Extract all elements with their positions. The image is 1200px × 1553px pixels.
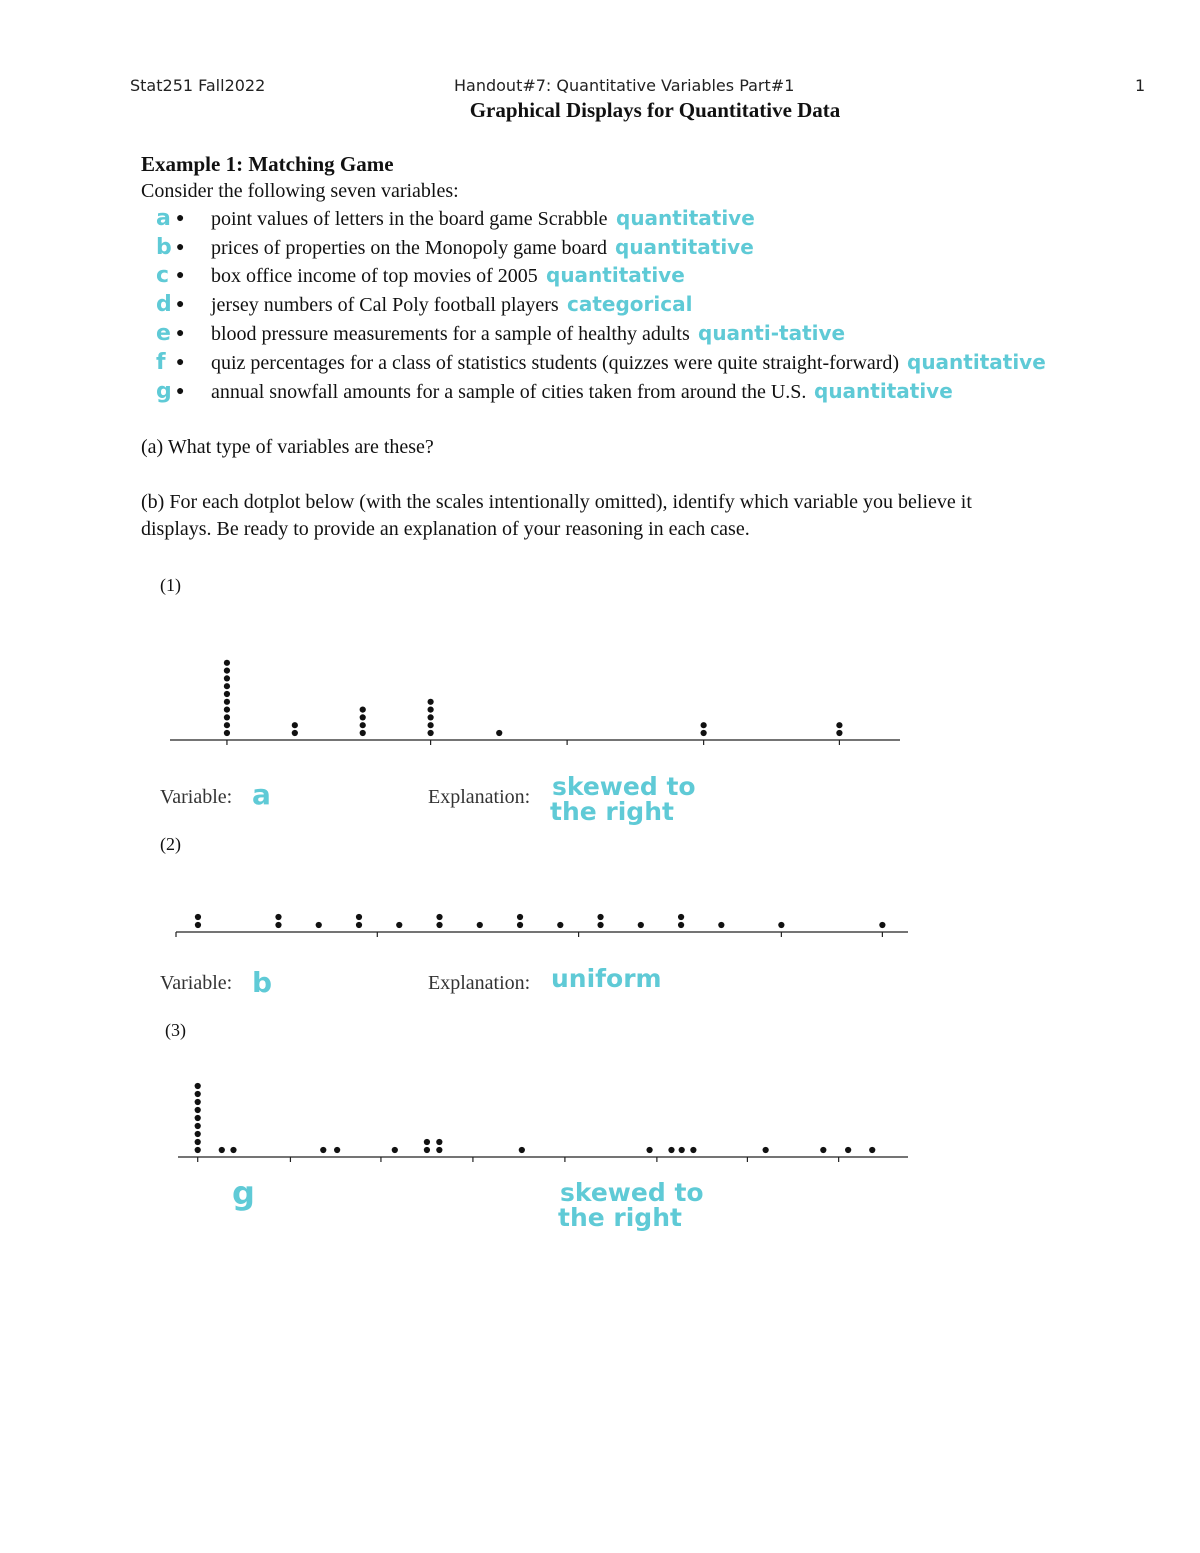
plot-2-explanation-line1: uniform (551, 964, 662, 993)
bullet-icon: ● (176, 211, 185, 226)
data-dot (668, 1147, 674, 1153)
data-dot (638, 922, 644, 928)
item-handwritten-note: quantitative (814, 379, 953, 403)
item-handwritten-note: categorical (567, 292, 693, 316)
data-dot (224, 683, 230, 689)
data-dot (679, 1147, 685, 1153)
data-dot (320, 1147, 326, 1153)
plot-2-variable-answer: b (252, 966, 273, 999)
data-dot (879, 922, 885, 928)
data-dot (292, 722, 298, 728)
example-intro: Consider the following seven variables: (141, 180, 459, 202)
item-text: prices of properties on the Monopoly game board (211, 237, 608, 259)
data-dot (646, 1147, 652, 1153)
item-letter: c (156, 263, 170, 288)
item-letter: g (156, 379, 172, 404)
data-dot (275, 922, 281, 928)
plot-2-variable-label: Variable: (160, 972, 233, 994)
data-dot (195, 1123, 201, 1129)
data-dot (360, 707, 366, 713)
data-dot (428, 699, 434, 705)
data-dot (360, 714, 366, 720)
header-course: Stat251 Fall2022 (130, 76, 266, 95)
data-dot (436, 922, 442, 928)
data-dot (869, 1147, 875, 1153)
data-dot (519, 1147, 525, 1153)
data-dot (195, 1115, 201, 1121)
data-dot (396, 922, 402, 928)
bullet-icon: ● (176, 240, 185, 255)
plot-3-variable-answer: g (232, 1174, 255, 1212)
bullet-icon: ● (176, 297, 185, 312)
bullet-icon: ● (176, 384, 185, 399)
data-dot (360, 730, 366, 736)
data-dot (718, 922, 724, 928)
item-text: box office income of top movies of 2005 (211, 265, 538, 287)
plot-1-explanation-line2: the right (550, 797, 674, 826)
data-dot (436, 1139, 442, 1145)
data-dot (436, 1147, 442, 1153)
data-dot (195, 1147, 201, 1153)
data-dot (701, 722, 707, 728)
data-dot (517, 914, 523, 920)
item-text: quiz percentages for a class of statistics students (quizzes were quite straight-forward) (211, 352, 900, 374)
data-dot (356, 922, 362, 928)
item-text: point values of letters in the board game Scrabble (211, 208, 608, 230)
page-title: Graphical Displays for Quantitative Data (469, 98, 841, 122)
data-dot (219, 1147, 225, 1153)
data-dot (195, 1139, 201, 1145)
plot-3-explanation-line2: the right (558, 1203, 682, 1232)
data-dot (517, 922, 523, 928)
example-heading: Example 1: Matching Game (141, 152, 394, 176)
data-dot (292, 730, 298, 736)
data-dot (690, 1147, 696, 1153)
data-dot (316, 922, 322, 928)
data-dot (424, 1139, 430, 1145)
item-letter: f (156, 350, 166, 375)
data-dot (195, 1091, 201, 1097)
data-dot (275, 914, 281, 920)
data-dot (428, 707, 434, 713)
item-handwritten-note: quantitative (907, 350, 1046, 374)
data-dot (836, 730, 842, 736)
item-handwritten-note: quanti-tative (698, 321, 846, 345)
dotplot-2 (176, 895, 909, 945)
item-text: jersey numbers of Cal Poly football players (211, 294, 559, 316)
item-letter: e (156, 321, 171, 346)
question-b-line2: displays. Be ready to provide an explanation of your reasoning in each case. (141, 518, 750, 540)
data-dot (701, 730, 707, 736)
plot-3-explanation-line1: skewed to (560, 1178, 704, 1207)
plot-1-label: (1) (160, 575, 181, 595)
plot-3-label: (3) (165, 1020, 186, 1040)
data-dot (224, 699, 230, 705)
data-dot (678, 922, 684, 928)
question-a: (a) What type of variables are these? (141, 436, 434, 458)
plot-1-explanation-line1: skewed to (552, 772, 696, 801)
data-dot (224, 707, 230, 713)
dotplot-1 (170, 620, 902, 750)
data-dot (836, 722, 842, 728)
data-dot (597, 914, 603, 920)
data-dot (224, 714, 230, 720)
data-dot (557, 922, 563, 928)
plot-2-explanation-label: Explanation: (428, 972, 531, 994)
data-dot (597, 922, 603, 928)
item-letter: b (156, 235, 172, 260)
data-dot (477, 922, 483, 928)
bullet-icon: ● (176, 268, 185, 283)
data-dot (428, 722, 434, 728)
data-dot (224, 722, 230, 728)
data-dot (392, 1147, 398, 1153)
data-dot (360, 722, 366, 728)
item-handwritten-note: quantitative (615, 235, 754, 259)
data-dot (230, 1147, 236, 1153)
data-dot (428, 730, 434, 736)
bullet-icon: ● (176, 355, 185, 370)
data-dot (224, 730, 230, 736)
item-handwritten-note: quantitative (616, 206, 755, 230)
plot-1-variable-label: Variable: (160, 786, 233, 808)
data-dot (224, 691, 230, 697)
data-dot (436, 914, 442, 920)
plot-1-explanation-label: Explanation: (428, 786, 531, 808)
data-dot (195, 922, 201, 928)
data-dot (845, 1147, 851, 1153)
data-dot (224, 675, 230, 681)
data-dot (224, 668, 230, 674)
data-dot (496, 730, 502, 736)
data-dot (195, 914, 201, 920)
question-b-line1: (b) For each dotplot below (with the scales intentionally omitted), identify which variable you believe it (141, 491, 972, 513)
bullet-icon: ● (176, 326, 185, 341)
item-letter: d (156, 292, 172, 317)
data-dot (778, 922, 784, 928)
plot-2-label: (2) (160, 834, 181, 854)
data-dot (195, 1131, 201, 1137)
item-text: annual snowfall amounts for a sample of cities taken from around the U.S. (211, 381, 807, 403)
item-text: blood pressure measurements for a sample of healthy adults (211, 323, 690, 345)
data-dot (428, 714, 434, 720)
data-dot (356, 914, 362, 920)
data-dot (763, 1147, 769, 1153)
data-dot (195, 1099, 201, 1105)
header-handout-title: Handout#7: Quantitative Variables Part#1 (454, 76, 795, 95)
data-dot (678, 914, 684, 920)
data-dot (195, 1083, 201, 1089)
plot-1-variable-answer: a (252, 778, 271, 811)
item-handwritten-note: quantitative (546, 263, 685, 287)
item-letter: a (156, 206, 171, 231)
data-dot (195, 1107, 201, 1113)
header-page-number: 1 (1135, 76, 1146, 95)
data-dot (820, 1147, 826, 1153)
data-dot (334, 1147, 340, 1153)
data-dot (424, 1147, 430, 1153)
dotplot-3 (178, 1075, 910, 1170)
data-dot (224, 660, 230, 666)
